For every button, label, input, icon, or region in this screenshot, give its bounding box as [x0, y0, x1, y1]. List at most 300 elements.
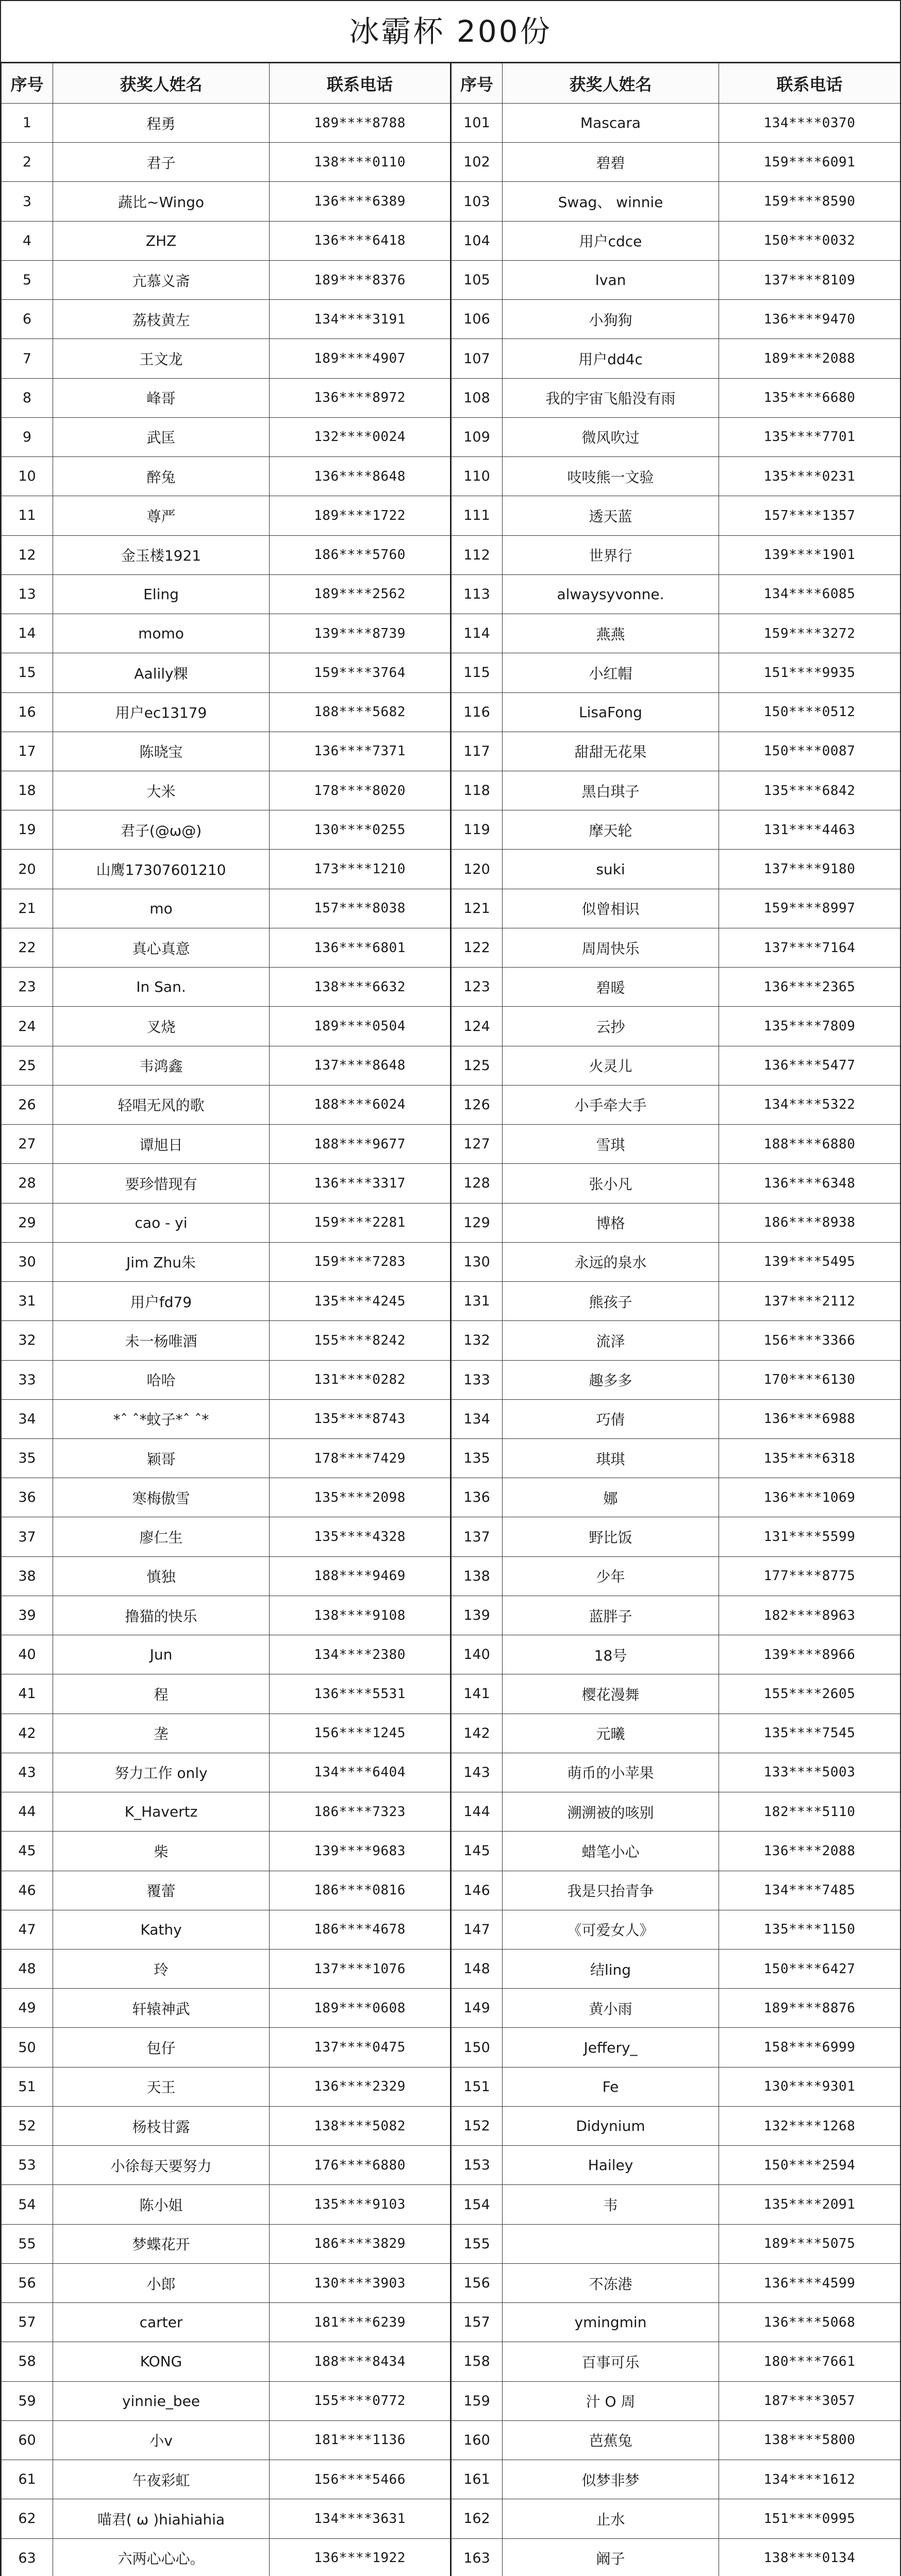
winner-name: 君子(@ω@)	[53, 810, 270, 850]
winner-name: 碧碧	[503, 143, 719, 182]
winner-number: 155	[451, 2224, 503, 2263]
table-row	[2, 182, 900, 221]
winner-phone: 188****6024	[270, 1085, 451, 1124]
winner-name: Fe	[503, 2067, 719, 2106]
winner-number: 19	[2, 810, 53, 850]
winner-number: 46	[2, 1871, 53, 1910]
winner-name: 周周快乐	[503, 928, 719, 967]
winner-number: 116	[451, 692, 503, 732]
winner-phone: 181****1136	[270, 2420, 451, 2460]
table-row	[2, 1517, 900, 1556]
winner-number: 58	[2, 2342, 53, 2381]
winner-number: 60	[2, 2420, 53, 2460]
table-row	[2, 260, 900, 299]
winner-phone: 136****5531	[270, 1674, 451, 1714]
winner-name: 小红帽	[503, 653, 719, 692]
winner-phone: 155****2605	[719, 1674, 900, 1714]
winner-phone: 159****7283	[270, 1242, 451, 1281]
winner-number: 47	[2, 1910, 53, 1949]
table-row	[2, 1399, 900, 1438]
winner-phone: 136****8972	[270, 378, 451, 417]
winner-phone: 136****4599	[719, 2263, 900, 2302]
table-row	[2, 1125, 900, 1164]
winner-phone: 134****3191	[270, 300, 451, 339]
winner-name: Jun	[53, 1635, 270, 1674]
table-row	[2, 2420, 900, 2460]
winner-name: 熊孩子	[503, 1282, 719, 1321]
winner-number: 129	[451, 1203, 503, 1242]
winner-number: 142	[451, 1714, 503, 1753]
table-row	[2, 1438, 900, 1478]
winner-phone: 134****3631	[270, 2499, 451, 2538]
winner-number: 57	[2, 2303, 53, 2342]
winner-name: 《可爱女人》	[503, 1910, 719, 1949]
table-row	[2, 1085, 900, 1124]
winner-phone: 135****7545	[719, 1714, 900, 1753]
winner-number: 134	[451, 1399, 503, 1438]
winner-number: 38	[2, 1556, 53, 1596]
winner-number: 41	[2, 1674, 53, 1714]
winner-phone: 150****0087	[719, 732, 900, 771]
winner-name: Kathy	[53, 1910, 270, 1949]
table-row	[2, 1635, 900, 1674]
winner-phone: 159****2281	[270, 1203, 451, 1242]
winner-number: 51	[2, 2067, 53, 2106]
winner-name: 黄小雨	[503, 1989, 719, 2028]
winner-phone: 182****8963	[719, 1596, 900, 1635]
winner-name: KONG	[53, 2342, 270, 2381]
winner-name: Aalily粿	[53, 653, 270, 692]
winner-name: 包仔	[53, 2028, 270, 2067]
winner-number: 126	[451, 1085, 503, 1124]
winner-name: 燕燕	[503, 614, 719, 653]
winner-name: 结ling	[503, 1950, 719, 1989]
winner-name: 垄	[53, 1714, 270, 1753]
winner-name: 张小凡	[503, 1164, 719, 1203]
winner-number: 128	[451, 1164, 503, 1203]
winner-name: 峰哥	[53, 378, 270, 417]
winner-name: 武匡	[53, 417, 270, 456]
winner-name: 云抄	[503, 1007, 719, 1046]
winner-number: 132	[451, 1321, 503, 1360]
winner-phone: 136****6418	[270, 221, 451, 260]
winner-number: 105	[451, 260, 503, 299]
winner-number: 161	[451, 2460, 503, 2499]
winner-name: 巧倩	[503, 1399, 719, 1438]
winner-phone: 189****0608	[270, 1989, 451, 2028]
winner-number: 62	[2, 2499, 53, 2538]
winner-phone: 135****6842	[719, 771, 900, 810]
winner-name: 世界行	[503, 535, 719, 574]
winner-number: 25	[2, 1046, 53, 1085]
winner-phone: 186****3829	[270, 2224, 451, 2263]
winner-name: carter	[53, 2303, 270, 2342]
winner-number: 43	[2, 1753, 53, 1792]
winner-name: 大米	[53, 771, 270, 810]
list-title: 冰霸杯 200份	[1, 1, 900, 63]
winner-phone: 156****1245	[270, 1714, 451, 1753]
winner-number: 156	[451, 2263, 503, 2302]
winner-number: 9	[2, 417, 53, 456]
winner-number: 151	[451, 2067, 503, 2106]
winner-name: 陈晓宝	[53, 732, 270, 771]
winner-phone: 139****1901	[719, 535, 900, 574]
winner-phone: 134****6404	[270, 1753, 451, 1792]
winner-name: Jeffery_	[503, 2028, 719, 2067]
winner-number: 136	[451, 1478, 503, 1517]
winner-phone: 150****2594	[719, 2146, 900, 2185]
table-row	[2, 2106, 900, 2145]
winner-phone: 178****8020	[270, 771, 451, 810]
winner-phone: 136****5477	[719, 1046, 900, 1085]
winner-number: 121	[451, 889, 503, 928]
winner-phone: 158****6999	[719, 2028, 900, 2067]
header-number-left: 序号	[2, 63, 53, 104]
winner-number: 130	[451, 1242, 503, 1281]
winner-phone: 156****3366	[719, 1321, 900, 1360]
winner-phone: 151****9935	[719, 653, 900, 692]
winner-number: 119	[451, 810, 503, 850]
winner-phone: 177****8775	[719, 1556, 900, 1596]
winner-phone: 136****3317	[270, 1164, 451, 1203]
winner-phone: 136****2088	[719, 1832, 900, 1871]
winner-name: 18号	[503, 1635, 719, 1674]
winner-phone: 187****3057	[719, 2381, 900, 2420]
winner-name: 覆蕾	[53, 1871, 270, 1910]
winner-phone: 134****6085	[719, 574, 900, 614]
table-row	[2, 457, 900, 496]
winner-number: 149	[451, 1989, 503, 2028]
winner-number: 15	[2, 653, 53, 692]
winner-phone: 139****8966	[719, 1635, 900, 1674]
winner-phone: 137****1076	[270, 1950, 451, 1989]
winner-name: Hailey	[503, 2146, 719, 2185]
winner-name: 用户dd4c	[503, 339, 719, 378]
winner-phone: 136****6389	[270, 182, 451, 221]
winner-number: 152	[451, 2106, 503, 2145]
winner-phone: 189****8376	[270, 260, 451, 299]
winner-number: 30	[2, 1242, 53, 1281]
winner-name: 六两心心心。	[53, 2538, 270, 2576]
winner-phone: 150****6427	[719, 1950, 900, 1989]
winner-phone: 135****2098	[270, 1478, 451, 1517]
table-row	[2, 1556, 900, 1596]
winner-number: 135	[451, 1438, 503, 1478]
winner-phone: 135****7809	[719, 1007, 900, 1046]
winner-phone: 137****9180	[719, 850, 900, 889]
winner-name: 君子	[53, 143, 270, 182]
winner-phone: 182****5110	[719, 1792, 900, 1832]
table-row	[2, 1321, 900, 1360]
winner-phone: 186****7323	[270, 1792, 451, 1832]
winner-name: 山鹰17307601210	[53, 850, 270, 889]
winner-name: 小手牵大手	[503, 1085, 719, 1124]
table-row	[2, 104, 900, 143]
winner-number: 110	[451, 457, 503, 496]
winner-phone: 134****5322	[719, 1085, 900, 1124]
winner-phone: 138****0110	[270, 143, 451, 182]
winner-name: momo	[53, 614, 270, 653]
table-row	[2, 810, 900, 850]
winner-number: 123	[451, 968, 503, 1007]
winner-name: 小v	[53, 2420, 270, 2460]
table-row	[2, 771, 900, 810]
winner-phone: 189****0504	[270, 1007, 451, 1046]
winner-name: Eling	[53, 574, 270, 614]
winner-name: 尊严	[53, 496, 270, 535]
winner-name: 哈哈	[53, 1360, 270, 1399]
winner-name: 天王	[53, 2067, 270, 2106]
winner-number: 31	[2, 1282, 53, 1321]
winner-phone: 150****0032	[719, 221, 900, 260]
winner-name: 喵君( ω )hiahiahia	[53, 2499, 270, 2538]
winner-number: 114	[451, 614, 503, 653]
winner-phone: 136****1922	[270, 2538, 451, 2576]
winner-phone: 130****3903	[270, 2263, 451, 2302]
winner-number: 55	[2, 2224, 53, 2263]
winner-name: 小狗狗	[503, 300, 719, 339]
winner-phone: 173****1210	[270, 850, 451, 889]
table-row	[2, 2263, 900, 2302]
table-row	[2, 2067, 900, 2106]
winner-number: 16	[2, 692, 53, 732]
winner-phone: 181****6239	[270, 2303, 451, 2342]
winner-number: 40	[2, 1635, 53, 1674]
winner-number: 13	[2, 574, 53, 614]
winner-name: 程	[53, 1674, 270, 1714]
winner-name: 午夜彩虹	[53, 2460, 270, 2499]
winner-phone: 159****8997	[719, 889, 900, 928]
winner-number: 34	[2, 1399, 53, 1438]
winner-number: 127	[451, 1125, 503, 1164]
winner-phone: 135****1150	[719, 1910, 900, 1949]
winner-phone: 139****5495	[719, 1242, 900, 1281]
winner-phone: 180****7661	[719, 2342, 900, 2381]
winner-number: 111	[451, 496, 503, 535]
winner-phone: 130****0255	[270, 810, 451, 850]
table-row	[2, 889, 900, 928]
winner-phone: 139****8739	[270, 614, 451, 653]
winner-phone: 157****1357	[719, 496, 900, 535]
winner-name: 王文龙	[53, 339, 270, 378]
winner-name: 碧暖	[503, 968, 719, 1007]
winner-phone: 131****0282	[270, 1360, 451, 1399]
winner-number: 145	[451, 1832, 503, 1871]
winner-number: 159	[451, 2381, 503, 2420]
winner-name: 吱吱熊一文验	[503, 457, 719, 496]
winner-phone: 138****5800	[719, 2420, 900, 2460]
winner-number: 138	[451, 1556, 503, 1596]
winner-name: Jim Zhu朱	[53, 1242, 270, 1281]
table-row	[2, 1360, 900, 1399]
winner-name: 似梦非梦	[503, 2460, 719, 2499]
table-row	[2, 2342, 900, 2381]
winner-number: 104	[451, 221, 503, 260]
table-row	[2, 2538, 900, 2576]
winner-name: 透天蓝	[503, 496, 719, 535]
winner-number: 24	[2, 1007, 53, 1046]
winner-phone: 136****1069	[719, 1478, 900, 1517]
winner-phone: 136****6988	[719, 1399, 900, 1438]
winner-phone: 135****6318	[719, 1438, 900, 1478]
winner-number: 28	[2, 1164, 53, 1203]
winner-name: 萌币的小苹果	[503, 1753, 719, 1792]
header-phone-left: 联系电话	[270, 63, 451, 104]
winner-phone: 131****4463	[719, 810, 900, 850]
winner-name: 摩天轮	[503, 810, 719, 850]
winner-number: 48	[2, 1950, 53, 1989]
winner-name: 轩辕神武	[53, 1989, 270, 2028]
winner-number: 44	[2, 1792, 53, 1832]
header-phone-right: 联系电话	[719, 63, 900, 104]
winner-name: 韦	[503, 2185, 719, 2224]
winner-phone: 136****8648	[270, 457, 451, 496]
winner-phone: 189****5075	[719, 2224, 900, 2263]
winner-name: 程勇	[53, 104, 270, 143]
winner-name: 小徐每天要努力	[53, 2146, 270, 2185]
table-row	[2, 535, 900, 574]
winner-number: 2	[2, 143, 53, 182]
table-row	[2, 968, 900, 1007]
winner-name: 梦蝶花开	[53, 2224, 270, 2263]
header-name-left: 获奖人姓名	[53, 63, 270, 104]
winner-number: 118	[451, 771, 503, 810]
winner-name: 微风吹过	[503, 417, 719, 456]
winner-name: 芭蕉兔	[503, 2420, 719, 2460]
winner-number: 106	[451, 300, 503, 339]
table-row	[2, 614, 900, 653]
winner-phone: 136****6348	[719, 1164, 900, 1203]
winner-number: 22	[2, 928, 53, 967]
winner-phone: 136****2329	[270, 2067, 451, 2106]
winner-name: 努力工作 only	[53, 1753, 270, 1792]
table-body	[2, 104, 900, 2576]
table-row	[2, 1164, 900, 1203]
winner-phone: 138****6632	[270, 968, 451, 1007]
table-row	[2, 1753, 900, 1792]
table-row	[2, 2028, 900, 2067]
winner-name: 撸猫的快乐	[53, 1596, 270, 1635]
table-row	[2, 2224, 900, 2263]
winner-phone: 170****6130	[719, 1360, 900, 1399]
winner-phone: 135****6680	[719, 378, 900, 417]
winner-number: 63	[2, 2538, 53, 2576]
winner-name: 轻唱无风的歌	[53, 1085, 270, 1124]
winner-phone: 138****9108	[270, 1596, 451, 1635]
winner-number: 139	[451, 1596, 503, 1635]
winner-number: 61	[2, 2460, 53, 2499]
table-row	[2, 2381, 900, 2420]
winner-number: 101	[451, 104, 503, 143]
winner-name: 溯溯被的咳别	[503, 1792, 719, 1832]
winner-phone: 134****2380	[270, 1635, 451, 1674]
winner-phone: 135****4245	[270, 1282, 451, 1321]
winner-number: 125	[451, 1046, 503, 1085]
winner-phone: 189****2562	[270, 574, 451, 614]
winner-name: 亢慕义斋	[53, 260, 270, 299]
winner-number: 8	[2, 378, 53, 417]
table-row	[2, 1478, 900, 1517]
winner-name: 火灵儿	[503, 1046, 719, 1085]
winner-phone: 136****7371	[270, 732, 451, 771]
winner-number: 37	[2, 1517, 53, 1556]
winner-name: 柴	[53, 1832, 270, 1871]
winner-number: 108	[451, 378, 503, 417]
table-header	[2, 63, 900, 104]
winner-name: 用户fd79	[53, 1282, 270, 1321]
winner-number: 122	[451, 928, 503, 967]
winner-phone: 136****9470	[719, 300, 900, 339]
winner-number: 39	[2, 1596, 53, 1635]
table-row	[2, 653, 900, 692]
winner-number: 27	[2, 1125, 53, 1164]
winner-phone: 137****2112	[719, 1282, 900, 1321]
table-row	[2, 1989, 900, 2028]
table-row	[2, 1046, 900, 1085]
winner-number: 146	[451, 1871, 503, 1910]
winner-number: 112	[451, 535, 503, 574]
winner-phone: 155****0772	[270, 2381, 451, 2420]
winner-number: 26	[2, 1085, 53, 1124]
winner-number: 102	[451, 143, 503, 182]
table-row	[2, 928, 900, 967]
winner-phone: 138****0134	[719, 2538, 900, 2576]
winner-phone: 150****0512	[719, 692, 900, 732]
winner-number: 133	[451, 1360, 503, 1399]
winner-name: 韦鸿鑫	[53, 1046, 270, 1085]
winner-number: 14	[2, 614, 53, 653]
winner-name: 娜	[503, 1478, 719, 1517]
winner-phone: 130****9301	[719, 2067, 900, 2106]
header-row	[2, 63, 900, 104]
winner-name: *ˆ ˆ*蚊子*ˆ ˆ*	[53, 1399, 270, 1438]
winner-phone: 189****8788	[270, 104, 451, 143]
winner-number: 154	[451, 2185, 503, 2224]
winner-phone: 135****4328	[270, 1517, 451, 1556]
winner-name: 未一杨唯酒	[53, 1321, 270, 1360]
winner-number: 10	[2, 457, 53, 496]
winner-name: 颖哥	[53, 1438, 270, 1478]
table-row	[2, 300, 900, 339]
winner-name	[503, 2224, 719, 2263]
winner-name: Ivan	[503, 260, 719, 299]
winner-phone: 155****8242	[270, 1321, 451, 1360]
winner-name: Didynium	[503, 2106, 719, 2145]
winner-number: 50	[2, 2028, 53, 2067]
winner-name: 琪琪	[503, 1438, 719, 1478]
winner-name: 少年	[503, 1556, 719, 1596]
winner-phone: 151****0995	[719, 2499, 900, 2538]
winner-phone: 135****7701	[719, 417, 900, 456]
winner-phone: 133****5003	[719, 1753, 900, 1792]
winner-name: 樱花漫舞	[503, 1674, 719, 1714]
winner-name: 我的宇宙飞船没有雨	[503, 378, 719, 417]
winner-phone: 189****4907	[270, 339, 451, 378]
winner-name: 蜡笔小心	[503, 1832, 719, 1871]
winner-number: 45	[2, 1832, 53, 1871]
winner-name: mo	[53, 889, 270, 928]
winner-number: 117	[451, 732, 503, 771]
winner-phone: 134****7485	[719, 1871, 900, 1910]
winner-number: 36	[2, 1478, 53, 1517]
winner-name: 止水	[503, 2499, 719, 2538]
winner-phone: 188****9469	[270, 1556, 451, 1596]
winner-number: 103	[451, 182, 503, 221]
winner-name: 荔枝黄左	[53, 300, 270, 339]
table-row	[2, 378, 900, 417]
table-row	[2, 2185, 900, 2224]
winner-phone: 137****0475	[270, 2028, 451, 2067]
